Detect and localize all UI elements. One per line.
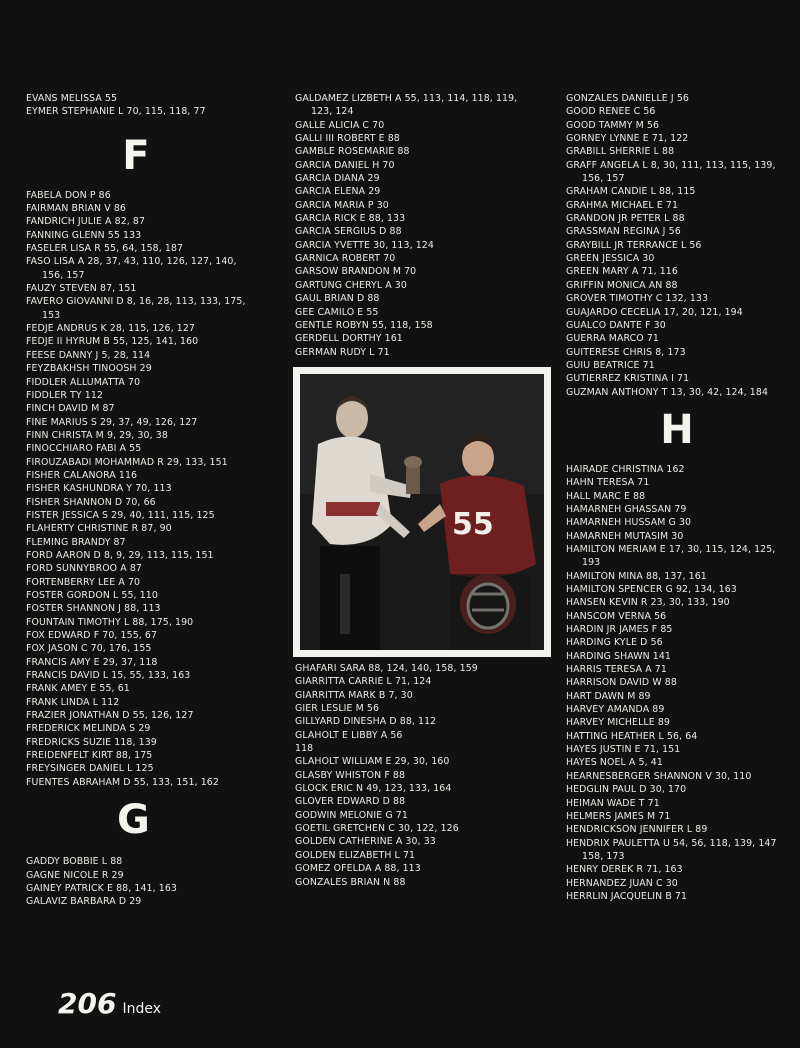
index-entry: 153 bbox=[42, 309, 61, 321]
index-entry: GADDY BOBBIE L 88 bbox=[26, 856, 123, 868]
index-entry: HAYES NOEL A 5, 41 bbox=[566, 757, 663, 769]
section-letter-f: F bbox=[122, 132, 150, 179]
index-entry: FISHER SHANNON D 70, 66 bbox=[26, 496, 156, 508]
index-entry: GRANDON JR PETER L 88 bbox=[566, 213, 685, 225]
index-entry: HAMILTON MERIAM E 17, 30, 115, 124, 125, bbox=[566, 543, 776, 555]
index-entry: FORTENBERRY LEE A 70 bbox=[26, 576, 141, 588]
index-entry: GREEN JESSICA 30 bbox=[566, 253, 655, 265]
index-entry: FINE MARIUS S 29, 37, 49, 126, 127 bbox=[26, 416, 198, 428]
index-entry: GONZALES BRIAN N 88 bbox=[295, 876, 406, 888]
index-entry: EVANS MELISSA 55 bbox=[26, 93, 118, 104]
index-entry: GOOD TAMMY M 56 bbox=[566, 119, 660, 131]
index-entry: HARDING SHAWN 141 bbox=[566, 650, 671, 662]
index-entry: GALAVIZ BARBARA D 29 bbox=[26, 896, 142, 908]
index-entry: GARCIA YVETTE 30, 113, 124 bbox=[295, 239, 434, 251]
index-entry: GAMBLE ROSEMARIE 88 bbox=[295, 146, 410, 158]
index-entry: 193 bbox=[582, 557, 601, 569]
entries-g-cont bbox=[295, 92, 550, 359]
index-entry: GARCIA RICK E 88, 133 bbox=[295, 213, 406, 225]
index-entry: 158, 173 bbox=[582, 850, 625, 862]
index-entry: GENTLE ROBYN 55, 118, 158 bbox=[295, 319, 433, 331]
index-entry: GUALCO DANTE F 30 bbox=[566, 319, 666, 331]
jersey-number: 55 bbox=[452, 507, 494, 542]
index-entry: GOMEZ OFELDA A 88, 113 bbox=[295, 863, 421, 875]
index-entry: FASELER LISA R 55, 64, 158, 187 bbox=[26, 243, 184, 255]
index-entry: GLOCK ERIC N 49, 123, 133, 164 bbox=[295, 783, 452, 795]
index-entry: FREYSINGER DANIEL L 125 bbox=[26, 763, 154, 775]
index-entry: FREDERICK MELINDA S 29 bbox=[26, 723, 151, 735]
index-entry: FIDDLER ALLUMATTA 70 bbox=[26, 376, 141, 388]
index-entry: HART DAWN M 89 bbox=[566, 690, 651, 702]
index-entry: GUTIERREZ KRISTINA I 71 bbox=[566, 373, 690, 385]
index-entry: HANSEN KEVIN R 23, 30, 133, 190 bbox=[566, 597, 730, 609]
index-entry: GIER LESLIE M 56 bbox=[295, 703, 380, 715]
index-entry: FASO LISA A 28, 37, 43, 110, 126, 127, 140, bbox=[26, 256, 237, 268]
page-footer bbox=[58, 987, 161, 1020]
index-entry: FUENTES ABRAHAM D 55, 133, 151, 162 bbox=[26, 776, 219, 788]
index-entry: FAIRMAN BRIAN V 86 bbox=[26, 203, 126, 215]
index-entry: HEDGLIN PAUL D 30, 170 bbox=[566, 784, 687, 796]
index-entry: FEYZBAKHSH TINOOSH 29 bbox=[26, 363, 152, 375]
index-entry: GUAJARDO CECELIA 17, 20, 121, 194 bbox=[566, 306, 743, 318]
index-entry: GRAFF ANGELA L 8, 30, 111, 113, 115, 139, bbox=[566, 159, 776, 171]
index-entry: GAGNE NICOLE R 29 bbox=[26, 869, 124, 881]
index-entry: GARCIA ELENA 29 bbox=[295, 186, 381, 198]
index-entry: FORD AARON D 8, 9, 29, 113, 115, 151 bbox=[26, 549, 214, 561]
index-entry: HALL MARC E 88 bbox=[566, 490, 646, 502]
index-entry: HARRISON DAVID W 88 bbox=[566, 677, 677, 689]
index-entry: HERRLIN JACQUELIN B 71 bbox=[566, 890, 688, 902]
index-entry: GLAHOLT WILLIAM E 29, 30, 160 bbox=[295, 756, 450, 768]
index-entry: FEDJE ANDRUS K 28, 115, 126, 127 bbox=[26, 323, 195, 335]
index-entry: FEDJE II HYRUM B 55, 125, 141, 160 bbox=[26, 336, 199, 348]
index-entry: GALLI III ROBERT E 88 bbox=[295, 133, 400, 145]
index-entry: GHAFARI SARA 88, 124, 140, 158, 159 bbox=[295, 663, 478, 674]
index-entry: GUIU BEATRICE 71 bbox=[566, 359, 655, 371]
index-entry: GARTUNG CHERYL A 30 bbox=[295, 279, 407, 291]
index-entry: GIARRITTA MARK B 7, 30 bbox=[295, 689, 413, 701]
section-letter-g: G bbox=[117, 797, 150, 844]
index-entry: HAMILTON SPENCER G 92, 134, 163 bbox=[566, 584, 737, 595]
index-entry: GILLYARD DINESHA D 88, 112 bbox=[295, 716, 437, 728]
index-entry: FOUNTAIN TIMOTHY L 88, 175, 190 bbox=[26, 616, 194, 628]
index-entry: GEE CAMILO E 55 bbox=[295, 306, 379, 318]
index-entry: FISTER JESSICA S 29, 40, 111, 115, 125 bbox=[26, 509, 215, 521]
index-entry: GRIFFIN MONICA AN 88 bbox=[566, 279, 678, 291]
index-entry: GRABILL SHERRIE L 88 bbox=[566, 146, 675, 158]
index-entry: HARDIN JR JAMES F 85 bbox=[566, 624, 673, 636]
index-entry: GAINEY PATRICK E 88, 141, 163 bbox=[26, 882, 177, 894]
index-entry: HAIRADE CHRISTINA 162 bbox=[566, 463, 685, 475]
index-entry: GORNEY LYNNE E 71, 122 bbox=[566, 133, 689, 145]
index-entry: GLAHOLT E LIBBY A 56 bbox=[295, 729, 403, 741]
index-entry: HARDING KYLE D 56 bbox=[566, 637, 663, 649]
index-entry: GALDAMEZ LIZBETH A 55, 113, 114, 118, 119, bbox=[295, 93, 518, 104]
index-entry: HERNANDEZ JUAN C 30 bbox=[566, 877, 678, 889]
index-entry: HAMARNEH GHASSAN 79 bbox=[566, 503, 687, 515]
index-entry: GARCIA DIANA 29 bbox=[295, 173, 380, 185]
section-label: Index bbox=[122, 1001, 161, 1017]
index-entry: FLEMING BRANDY 87 bbox=[26, 536, 126, 548]
index-entry: FOX EDWARD F 70, 155, 67 bbox=[26, 630, 158, 642]
index-entry: GUZMAN ANTHONY T 13, 30, 42, 124, 184 bbox=[566, 386, 769, 398]
index-entry: FOSTER SHANNON J 88, 113 bbox=[26, 603, 161, 615]
index-entry: GROVER TIMOTHY C 132, 133 bbox=[566, 293, 709, 305]
index-entry: HELMERS JAMES M 71 bbox=[566, 810, 671, 822]
index-entry: FABELA DON P 86 bbox=[26, 189, 111, 201]
index-entry: GRAHAM CANDIE L 88, 115 bbox=[566, 186, 696, 198]
index-entry: GIARRITTA CARRIE L 71, 124 bbox=[295, 676, 432, 688]
index-entry: GARCIA DANIEL H 70 bbox=[295, 159, 395, 171]
index-entry: GONZALES DANIELLE J 56 bbox=[566, 93, 689, 104]
index-entry: FRAZIER JONATHAN D 55, 126, 127 bbox=[26, 710, 194, 722]
index-entry: HEIMAN WADE T 71 bbox=[566, 797, 660, 809]
index-entry: HAHN TERESA 71 bbox=[566, 477, 650, 489]
index-entry: GERDELL DORTHY 161 bbox=[295, 333, 403, 345]
index-column-2-top bbox=[295, 92, 550, 359]
index-entry: 118 bbox=[295, 743, 314, 755]
index-entry: FREDRICKS SUZIE 118, 139 bbox=[26, 736, 157, 748]
index-column-1 bbox=[26, 92, 276, 909]
index-entry: HAMARNEH MUTASIM 30 bbox=[566, 530, 684, 542]
page-number: 206 bbox=[58, 987, 117, 1020]
section-letter-h: H bbox=[660, 406, 694, 453]
index-entry: HENDRICKSON JENNIFER L 89 bbox=[566, 824, 708, 836]
index-entry: HENRY DEREK R 71, 163 bbox=[566, 864, 683, 876]
index-entry: FISHER CALANORA 116 bbox=[26, 469, 138, 481]
entries-g-end bbox=[566, 92, 798, 399]
index-entry: GUITERESE CHRIS 8, 173 bbox=[566, 346, 686, 358]
index-entry: HARRIS TERESA A 71 bbox=[566, 664, 667, 676]
index-entry: HENDRIX PAULETTA U 54, 56, 118, 139, 147 bbox=[566, 837, 777, 849]
index-entry: HARVEY AMANDA 89 bbox=[566, 704, 665, 716]
index-entry: 156, 157 bbox=[582, 173, 625, 185]
index-entry: 156, 157 bbox=[42, 269, 85, 281]
index-entry: FRANCIS DAVID L 15, 55, 133, 163 bbox=[26, 670, 191, 682]
index-entry: FANDRICH JULIE A 82, 87 bbox=[26, 216, 146, 228]
index-entry: FIDDLER TY 112 bbox=[26, 389, 103, 401]
index-entry: GERMAN RUDY L 71 bbox=[295, 346, 390, 358]
index-entry: HATTING HEATHER L 56, 64 bbox=[566, 730, 698, 742]
index-entry: FEESE DANNY J 5, 28, 114 bbox=[26, 349, 151, 361]
index-entry: HEARNESBERGER SHANNON V 30, 110 bbox=[566, 770, 752, 782]
index-entry: GRAYBILL JR TERRANCE L 56 bbox=[566, 239, 702, 251]
entries-h bbox=[566, 463, 798, 903]
index-entry: FLAHERTY CHRISTINE R 87, 90 bbox=[26, 523, 172, 535]
index-entry: FOX JASON C 70, 176, 155 bbox=[26, 643, 152, 655]
football-photo bbox=[293, 367, 551, 657]
index-column-2-bottom bbox=[295, 662, 478, 889]
index-entry: GOLDEN CATHERINE A 30, 33 bbox=[295, 836, 436, 848]
index-entry: FAUZY STEVEN 87, 151 bbox=[26, 283, 137, 295]
index-entry: FREIDENFELT KIRT 88, 175 bbox=[26, 750, 153, 762]
index-entry: HAMILTON MINA 88, 137, 161 bbox=[566, 570, 707, 582]
index-entry: GLASBY WHISTON F 88 bbox=[295, 769, 406, 781]
index-entry: FORD SUNNYBROO A 87 bbox=[26, 563, 142, 575]
index-entry: 123, 124 bbox=[311, 106, 354, 118]
index-entry: GARCIA MARIA P 30 bbox=[295, 199, 389, 211]
index-entry: HAMARNEH HUSSAM G 30 bbox=[566, 517, 692, 529]
index-entry: FINCH DAVID M 87 bbox=[26, 403, 115, 415]
index-entry: FAVERO GIOVANNI D 8, 16, 28, 113, 133, 175, bbox=[26, 296, 246, 308]
index-entry: FRANK LINDA L 112 bbox=[26, 696, 120, 708]
index-entry: GARNICA ROBERT 70 bbox=[295, 253, 396, 265]
index-entry: GARCIA SERGIUS D 88 bbox=[295, 226, 402, 238]
index-column-3 bbox=[566, 92, 798, 903]
index-entry: GRAHMA MICHAEL E 71 bbox=[566, 199, 679, 211]
index-entry: GOOD RENEE C 56 bbox=[566, 106, 656, 118]
index-entry: FINOCCHIARO FABI A 55 bbox=[26, 443, 142, 455]
index-entry: GOLDEN ELIZABETH L 71 bbox=[295, 849, 416, 861]
index-entry: HANSCOM VERNA 56 bbox=[566, 610, 667, 622]
index-entry: FANNING GLENN 55 133 bbox=[26, 229, 142, 241]
index-entry: EYMER STEPHANIE L 70, 115, 118, 77 bbox=[26, 106, 206, 118]
index-entry: FRANK AMEY E 55, 61 bbox=[26, 683, 130, 695]
index-entry: FOSTER GORDON L 55, 110 bbox=[26, 590, 158, 601]
entries-g-cont-2 bbox=[295, 662, 478, 889]
index-entry: GOETIL GRETCHEN C 30, 122, 126 bbox=[295, 823, 459, 835]
entries-g bbox=[26, 855, 276, 908]
index-entry: FIROUZABADI MOHAMMAD R 29, 133, 151 bbox=[26, 456, 228, 468]
index-entry: GUERRA MARCO 71 bbox=[566, 333, 659, 345]
photo-image bbox=[300, 374, 544, 650]
index-entry: GODWIN MELONIE G 71 bbox=[295, 809, 408, 821]
index-entry: GALLE ALICIA C 70 bbox=[295, 119, 385, 131]
entries-e bbox=[26, 92, 276, 119]
index-entry: HARVEY MICHELLE 89 bbox=[566, 717, 670, 729]
index-entry: GAUL BRIAN D 88 bbox=[295, 293, 380, 305]
index-entry: GRASSMAN REGINA J 56 bbox=[566, 226, 681, 238]
index-entry: FRANCIS AMY E 29, 37, 118 bbox=[26, 656, 158, 668]
index-entry: GREEN MARY A 71, 116 bbox=[566, 266, 678, 278]
index-entry: FINN CHRISTA M 9, 29, 30, 38 bbox=[26, 429, 168, 441]
entries-f bbox=[26, 189, 276, 789]
index-entry: GARSOW BRANDON M 70 bbox=[295, 266, 417, 278]
index-entry: HAYES JUSTIN E 71, 151 bbox=[566, 744, 681, 756]
index-entry: FISHER KASHUNDRA Y 70, 113 bbox=[26, 483, 172, 495]
index-entry: GLOVER EDWARD D 88 bbox=[295, 796, 406, 808]
